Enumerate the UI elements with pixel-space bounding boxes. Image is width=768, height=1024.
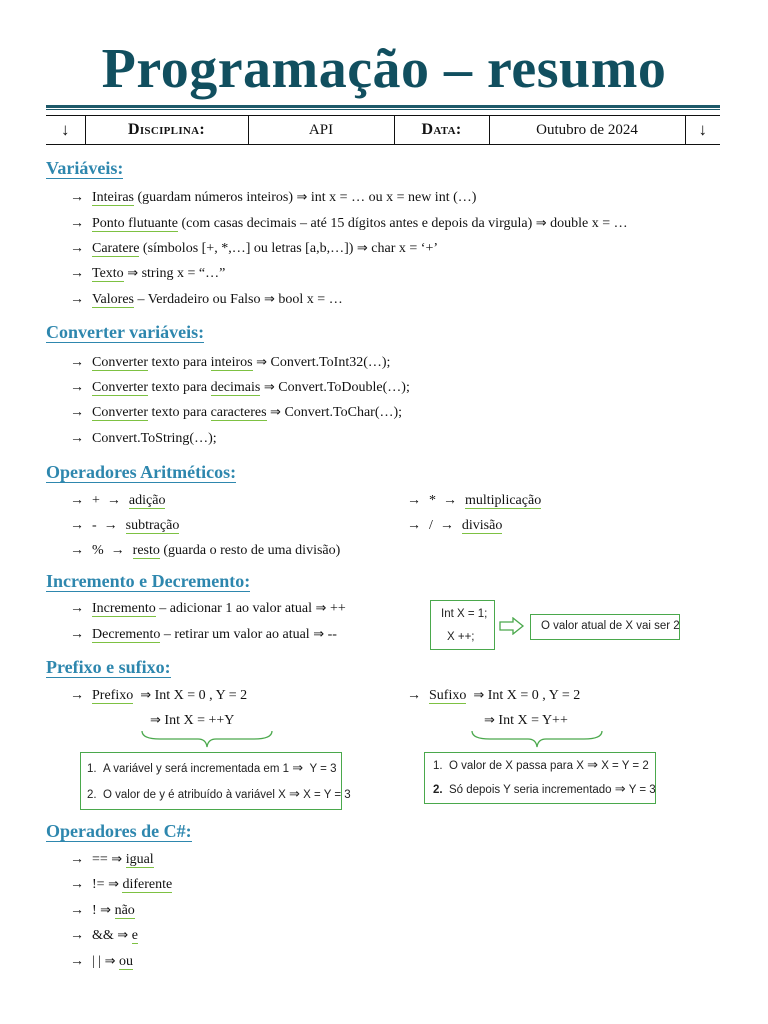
prefix-notes-box [80,752,351,810]
item-code: Convert.ToInt32(…); [266,355,391,370]
arrow-right-icon: → [70,543,84,558]
operator: * [429,493,436,508]
disciplina-label: Disciplina: [85,116,248,145]
operator-name: ou [119,954,134,969]
implies-icon: ⇒ [535,216,547,231]
operator-name: diferente [122,877,173,892]
list-item [70,240,438,258]
arrow-right-icon: → [70,688,84,703]
heading-text: Operadores de C#: [46,821,192,841]
item-term: Texto [92,266,124,281]
implies-icon: ⇒ [263,380,275,395]
operator-name: não [114,903,135,918]
arrow-right-icon: → [443,493,457,508]
implies-icon: ⇒ [614,782,626,797]
arrow-right-icon: → [70,190,84,205]
arrow-right-icon: → [70,405,84,420]
list-item [70,354,390,372]
arrow-right-icon: → [70,903,84,918]
curly-brace-icon [140,729,274,749]
note-line: 2. Só depois Y seria incrementado ⇒ Y = 3 [433,782,656,797]
arrow-right-icon: → [103,518,118,533]
item-term: Sufixo [429,688,467,703]
data-label: Data: [394,116,489,145]
arrow-right-icon: → [70,216,84,231]
arrow-right-icon: → [439,518,454,533]
implies-icon: ⇒ [111,852,123,867]
operator-name: igual [125,852,154,867]
heading-text: Prefixo e sufixo: [46,657,171,677]
item-text: texto para [147,380,211,395]
section-heading-prefixo [46,657,171,678]
arrow-right-icon: → [70,954,84,969]
implies-icon: ⇒ [289,787,300,802]
list-item [70,542,340,560]
note-text: O valor de y é atribuído à variável X [102,789,286,801]
item-term: Converter [92,355,148,370]
note-result: Y = 3 [309,763,337,775]
list-item [70,189,476,207]
item-term: Ponto flutuante [92,216,178,231]
list-item [407,687,580,705]
list-item [70,953,133,971]
list-item [70,215,628,233]
item-term: Decremento [92,627,161,642]
item-text: (guarda o resto de uma divisão) [159,543,341,558]
item-code: ++ [326,601,346,616]
suffix-notes-box [424,752,656,804]
section-heading-csharp [46,821,192,842]
item-code: char x = ‘+’ [367,241,439,256]
implies-icon: ⇒ [313,627,325,642]
page-title: Programação – resumo [101,38,667,100]
result-box [530,614,680,640]
title-rule-thin [46,109,720,110]
implies-icon: ⇒ [484,713,495,728]
item-code: Convert.ToString(…); [92,431,217,446]
implies-icon: ⇒ [104,954,116,969]
item-term: inteiros [210,355,253,370]
item-code: Int X = 0 , Y = 2 [151,688,248,703]
item-term: Caratere [92,241,140,256]
item-term: Valores [92,292,134,307]
item-text: (com casas decimais – até 15 dígitos antes e depois da virgula) [177,216,536,231]
item-term: Converter [92,380,148,395]
note-line: 2. O valor de y é atribuído à variável X ⇒ X = Y = 3 [87,787,351,802]
implies-icon: ⇒ [127,266,139,281]
item-code: int x = … ou x = new int (…) [307,190,477,205]
expression-line [484,712,568,730]
implies-icon: ⇒ [296,190,308,205]
operator-name: adição [128,493,166,508]
note-line: 1. A variável y será incrementada em 1 ⇒ Y = 3 [87,761,337,776]
implies-icon: ⇒ [108,877,119,892]
implies-icon: ⇒ [117,928,129,943]
implies-icon: ⇒ [100,903,112,918]
note-result: X = Y = 3 [303,789,351,801]
list-item [70,291,343,309]
meta-table [46,115,720,145]
arrow-right-icon: → [407,493,421,508]
operator-name: divisão [461,518,503,533]
list-item [70,600,346,618]
section-heading-incremento [46,571,250,592]
list-item [70,902,135,920]
arrow-right-icon: → [70,380,84,395]
list-item [70,404,402,422]
operator: && [92,928,114,943]
implies-icon: ⇒ [140,688,152,703]
implies-icon: ⇒ [264,292,275,307]
arrow-down-icon: ↓ [46,116,85,145]
section-heading-aritmeticos [46,462,236,483]
arrow-right-icon: → [70,241,84,256]
heading-text: Variáveis: [46,158,124,178]
item-text: – retirar um valor ao atual [160,627,314,642]
operator: % [92,543,104,558]
operator: == [92,852,108,867]
arrow-right-icon: → [407,688,421,703]
code-example-box [430,600,495,650]
item-term: decimais [210,380,261,395]
item-code: Int X = ++Y [160,713,235,728]
item-code: -- [324,627,337,642]
code-line: Int X = 1; [441,608,488,620]
note-result: Y = 3 [628,784,656,796]
title-rule-thick [46,105,720,108]
arrow-right-icon: → [70,292,84,307]
list-item [70,687,247,705]
heading-text: Operadores Aritméticos: [46,462,237,482]
list-item [70,265,225,283]
code-line: X ++; [447,631,475,643]
item-text: – Verdadeiro ou Falso [134,292,264,307]
note-text: Só depois Y seria incrementado [448,784,612,796]
item-code: string x = “…” [138,266,226,281]
arrow-right-icon: → [70,518,84,533]
implies-icon: ⇒ [270,405,281,420]
arrow-right-icon: → [70,852,84,867]
hollow-arrow-right-icon [499,617,525,635]
heading-text: Incremento e Decremento: [46,571,251,591]
operator-name: multiplicação [465,493,542,508]
arrow-right-icon: → [70,877,84,892]
item-term: Inteiras [92,190,134,205]
list-item [70,517,179,535]
operator: + [92,493,100,508]
item-term: Prefixo [92,688,134,703]
item-code: Int X = Y++ [494,713,568,728]
implies-icon: ⇒ [150,713,161,728]
list-item [70,876,172,894]
heading-text: Converter variáveis: [46,322,205,342]
list-item [407,492,541,510]
list-item [70,626,337,644]
operator: / [429,518,433,533]
note-text: A variável y será incrementada em 1 [102,763,289,775]
arrow-right-icon: → [110,543,125,558]
implies-icon: ⇒ [315,601,327,616]
arrow-right-icon: → [70,431,84,446]
arrow-right-icon: → [70,266,84,281]
item-text: – adicionar 1 ao valor atual [155,601,316,616]
arrow-down-icon: ↓ [685,116,720,145]
item-text: texto para [147,355,211,370]
implies-icon: ⇒ [473,688,485,703]
arrow-right-icon: → [70,493,84,508]
item-code: double x = … [546,216,628,231]
note-line: 1. O valor de X passa para X ⇒ X = Y = 2 [433,758,649,773]
section-heading-converter [46,322,204,343]
arrow-right-icon: → [106,493,121,508]
section-heading-variaveis [46,158,123,179]
item-text: texto para [147,405,211,420]
result-text: O valor atual de X vai ser 2 [541,620,680,632]
arrow-right-icon: → [70,601,84,616]
arrow-right-icon: → [70,355,84,370]
arrow-right-icon: → [407,518,421,533]
item-term: caracteres [210,405,267,420]
item-text: (guardam números inteiros) [133,190,297,205]
expression-line [150,712,234,730]
item-code: bool x = … [274,292,343,307]
item-code: Convert.ToDouble(…); [274,380,410,395]
item-code: Convert.ToChar(…); [280,405,403,420]
note-text: O valor de X passa para X [448,760,584,772]
implies-icon: ⇒ [587,758,598,773]
item-text: (símbolos [+, *,…] ou letras [a,b,…]) [139,241,357,256]
list-item [70,430,217,448]
operator-name: subtração [125,518,180,533]
data-value: Outubro de 2024 [489,116,685,145]
operator-name: e [131,928,138,943]
curly-brace-icon [470,729,604,749]
operator-name: resto [132,543,160,558]
list-item [70,492,165,510]
arrow-right-icon: → [70,928,84,943]
item-code: Int X = 0 , Y = 2 [484,688,581,703]
list-item [70,927,138,945]
list-item [407,517,502,535]
note-result: X = Y = 2 [601,760,649,772]
implies-icon: ⇒ [292,761,304,776]
list-item [70,379,410,397]
operator: != [92,877,105,892]
disciplina-value: API [248,116,394,145]
list-item [70,851,154,869]
implies-icon: ⇒ [356,241,368,256]
item-term: Incremento [92,601,156,616]
item-term: Converter [92,405,148,420]
operator: - [92,518,97,533]
operator: | | [92,954,102,969]
implies-icon: ⇒ [256,355,267,370]
operator: ! [92,903,97,918]
arrow-right-icon: → [70,627,84,642]
